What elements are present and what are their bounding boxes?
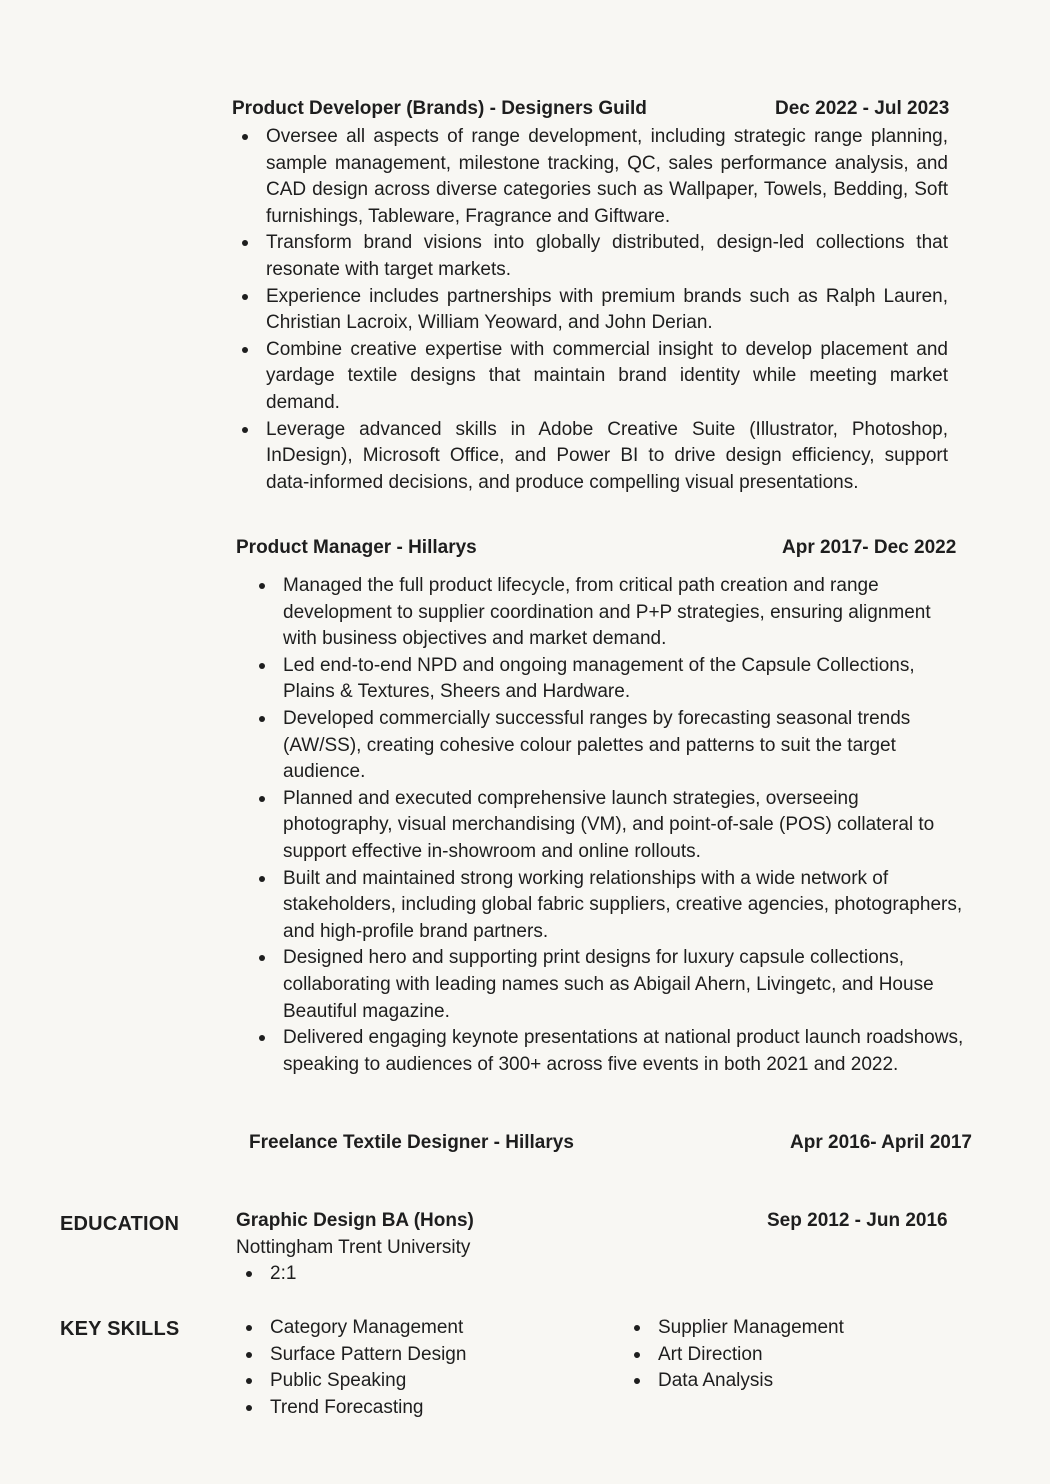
list-item: Experience includes partnerships with premium brands such as Ralph Lauren, Christian Lacroix, William Yeoward, and John Derian. xyxy=(236,284,948,337)
list-item: Managed the full product lifecycle, from critical path creation and range development to supplier coordination and P+P strategies, ensuring alignment with business objectives and market demand. xyxy=(253,573,965,653)
skill-item: Trend Forecasting xyxy=(240,1395,600,1422)
skills-list-left xyxy=(240,1315,600,1421)
skill-item: Art Direction xyxy=(628,1342,988,1369)
list-item: Delivered engaging keynote presentations at national product launch roadshows, speaking to audiences of 300+ across five events in both 2021 and 2022. xyxy=(253,1025,965,1078)
list-item: Leverage advanced skills in Adobe Creative Suite (Illustrator, Photoshop, InDesign), Microsoft Office, and Power BI to drive design efficiency, support data-informed decisions, and produce compelling visual presentations. xyxy=(236,417,948,497)
list-item: Transform brand visions into globally distributed, design-led collections that resonate with target markets. xyxy=(236,230,948,283)
list-item: Designed hero and supporting print designs for luxury capsule collections, collaborating with leading names such as Abigail Ahern, Livingetc, and House Beautiful magazine. xyxy=(253,945,965,1025)
job-dates: Apr 2016- April 2017 xyxy=(790,1132,972,1153)
skills-list-right xyxy=(628,1315,988,1395)
education-grade: 2:1 xyxy=(240,1261,440,1288)
list-item: Combine creative expertise with commercial insight to develop placement and yardage textile designs that maintain brand identity while meeting market demand. xyxy=(236,337,948,417)
list-item: Developed commercially successful ranges by forecasting seasonal trends (AW/SS), creating cohesive colour palettes and patterns to suit the target audience. xyxy=(253,706,965,786)
list-item: Planned and executed comprehensive launch strategies, overseeing photography, visual merchandising (VM), and point-of-sale (POS) collateral to support effective in-showroom and online rollouts. xyxy=(253,786,965,866)
skill-item: Public Speaking xyxy=(240,1368,600,1395)
job-title: Product Manager - Hillarys xyxy=(236,537,477,558)
education-dates: Sep 2012 - Jun 2016 xyxy=(767,1210,948,1231)
skill-item: Data Analysis xyxy=(628,1368,988,1395)
job-bullets xyxy=(253,573,965,1078)
section-heading-key-skills: KEY SKILLS xyxy=(60,1318,180,1340)
list-item: Oversee all aspects of range development, including strategic range planning, sample management, milestone tracking, QC, sales performance analysis, and CAD design across diverse categories such as Wallpaper, Towels, Bedding, Soft furnishings, Tableware, Fragrance and Giftware. xyxy=(236,124,948,230)
education-grade-list xyxy=(240,1261,440,1288)
job-title: Freelance Textile Designer - Hillarys xyxy=(249,1132,574,1153)
job-title: Product Developer (Brands) - Designers Guild xyxy=(232,98,647,119)
education-degree: Graphic Design BA (Hons) xyxy=(236,1210,474,1231)
skill-item: Surface Pattern Design xyxy=(240,1342,600,1369)
skill-item: Supplier Management xyxy=(628,1315,988,1342)
list-item: Built and maintained strong working relationships with a wide network of stakeholders, including global fabric suppliers, creative agencies, photographers, and high-profile brand partners. xyxy=(253,866,965,946)
job-dates: Dec 2022 - Jul 2023 xyxy=(775,98,950,119)
skill-item: Category Management xyxy=(240,1315,600,1342)
job-dates: Apr 2017- Dec 2022 xyxy=(782,537,957,558)
job-bullets xyxy=(236,124,948,496)
list-item: Led end-to-end NPD and ongoing management of the Capsule Collections, Plains & Textures, Sheers and Hardware. xyxy=(253,653,965,706)
section-heading-education: EDUCATION xyxy=(60,1213,180,1235)
education-school: Nottingham Trent University xyxy=(236,1237,471,1258)
